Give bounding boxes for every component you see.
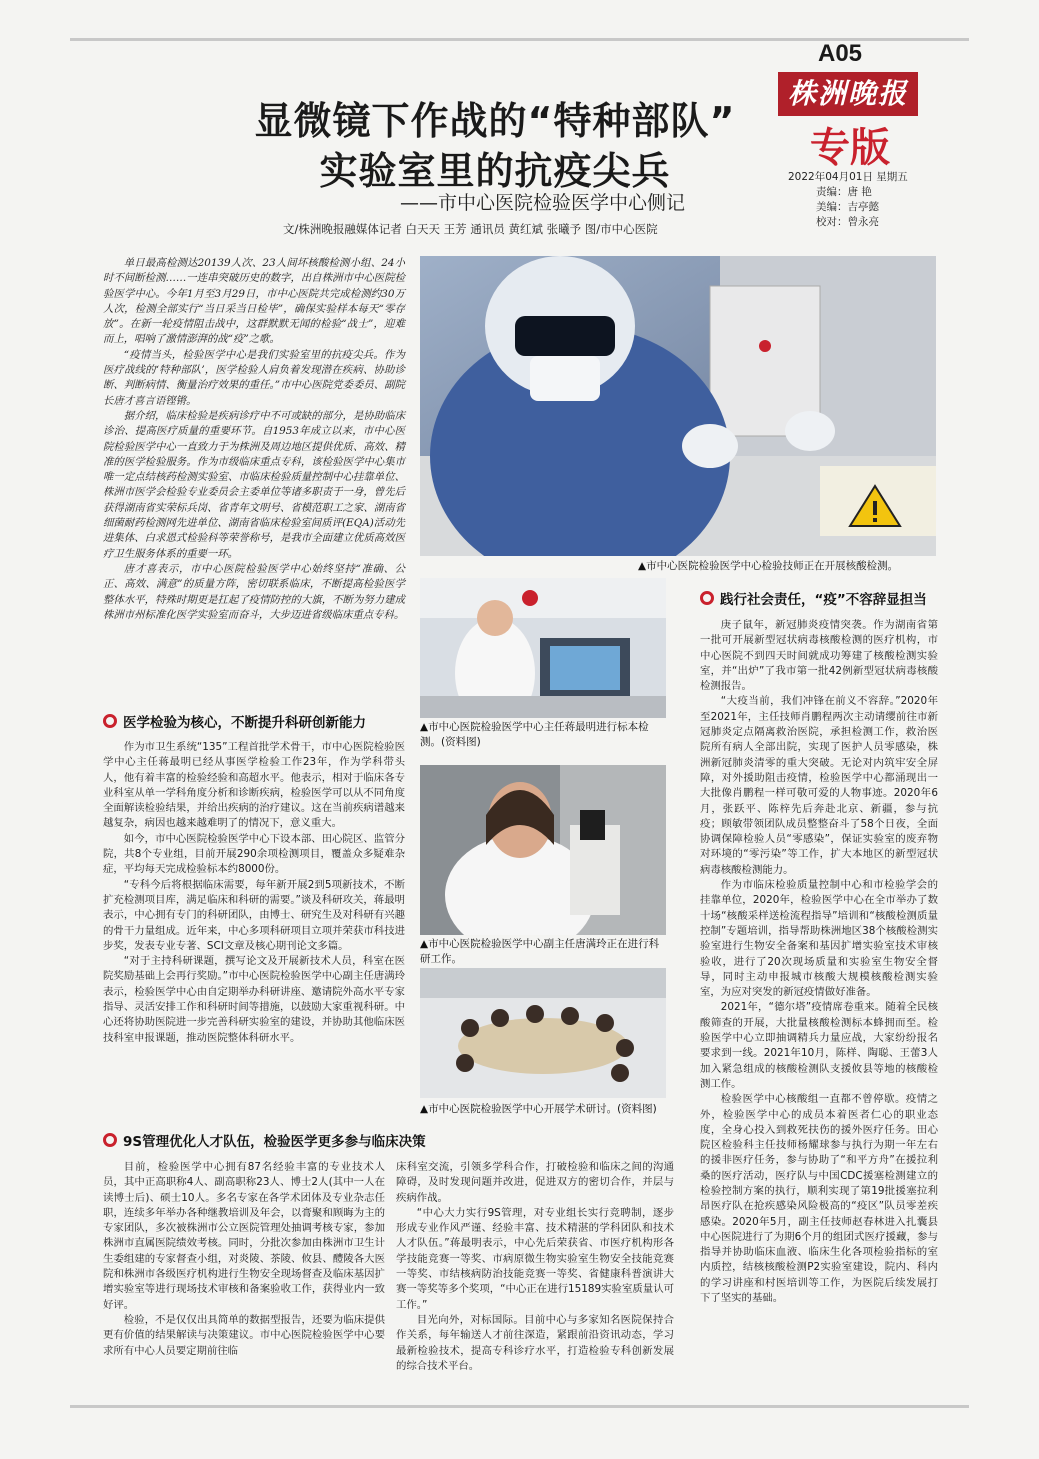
section-1-paragraph: “专科今后将根据临床需要，每年新开展2到5项新技术，不断扩充检测项目库，满足临床和科研的需要。”谈及科研攻关，蒋最明表示，中心拥有专门的科研团队，由博士、研究生及对科研有兴趣的骨干力量组成。近年来，中心多项科研项目立项并荣获市科技进步奖，发表专业专著、SCI文章及核心期刊论文多篇。	[103, 878, 405, 952]
bullet-circle-icon	[103, 714, 117, 728]
section-1-text	[103, 740, 405, 1046]
headline-line-2: 实验室里的抗疫尖兵	[319, 149, 671, 193]
bullet-circle-icon	[700, 591, 714, 605]
lab-scene-illustration	[420, 256, 936, 556]
intro-paragraph: 据介绍，临床检验是疾病诊疗中不可或缺的部分，是协助临床诊治、提高医疗质量的重要环节。自1953年成立以来，市中心医院检验医学中心一直致力于为株洲及周边地区提供优质、高效、精准的医学检验服务。作为市级临床重点专科，该检验医学中心集市唯一定点结核药检测实验室、市临床检验质量控制中心挂靠单位、株洲市医学会检验专业委员会主委单位等诸多职责于一身，曾先后获得湖南省实荣标兵岗、省青年文明号、省模范职工之家、湖南省细菌耐药检测网先进单位、湖南省临床检验室间质评(EQA)活动先进集体、白求恩式检验科等荣誉称号，是我市全面建立优质高效医疗卫生服务体系的重要一环。	[103, 409, 405, 560]
section-2-paragraph: “大疫当前，我们冲锋在前义不容辞。”2020年至2021年，主任技师肖鹏程两次主动请缨前往市新冠肺炎定点隔离救治医院，承担检测工作，救治医院所有病人全部出院，实现了医护人员零感染，株洲新冠肺炎清零的重大突破。无论对内筑牢安全屏障，对外援助阻击疫情，检验医学中心都涌现出一大批像肖鹏程一样可敬可爱的人物事迹。2020年6月，张跃平、陈梓先后奔赴北京、新疆，参与抗疫；顾敏带领团队成员整整奋斗了58个日夜，全面协调保障检验人员“零感染”，保证实验室的废弃物对环境的“零污染”等工作，扩大本地区的新型冠状病毒核酸检测能力。	[700, 695, 938, 876]
section-2-paragraph: 检验医学中心核酸组一直都不曾停歇。疫情之外，检验医学中心的成员本着医者仁心的职业态度，全身心投入到救死扶伤的援外医疗任务。田心院区检验科主任技师杨耀球参与执行为期一年左右的援非医疗任务，参与协助了“和平方舟”在援拉利桑的医疗活动，医疗队与中国CDC援塞检测建立的检验控制方案的执行，顺利实现了第19批援塞拉利昂医疗队在抢疾感染风险极高的“疫区”队员零差疾感染。2020年5月，副主任技师赵春林进入扎囊县中心医院进行了为期6个月的组团式医疗援藏，参与指导并协助临床血液、临床生化各项检验指标的室内质控，结核核酸检测P2实验室建设，院内、科内的学习讲座和村医培训等工作，为医院后续发展打下了坚实的基础。	[700, 1093, 938, 1305]
editor-credit: 责编：唐 艳	[816, 186, 872, 198]
paper-logo: 株洲晚报	[778, 72, 918, 116]
subheadline: ——市中心医院检验医学中心侧记	[400, 192, 686, 214]
designer-credit: 美编：吉亭懿	[816, 201, 879, 213]
caption-photo-4: ▲市中心医院检验医学中心开展学术研讨。(资料图)	[420, 1103, 657, 1115]
caption-photo-2: ▲市中心医院检验医学中心主任蒋最明进行标本检测。(资料图)	[420, 721, 649, 748]
microscope-illustration	[420, 765, 666, 935]
seminar-illustration	[420, 968, 666, 1098]
caption-photo-3: ▲市中心医院检验医学中心副主任唐满玲正在进行科研工作。	[420, 938, 660, 965]
edition-meta	[788, 170, 908, 230]
section-3-paragraph: 床科室交流，引领多学科合作，打破检验和临床之间的沟通障碍，及时发现问题并改进，促进双方的密切合作，并层与疾病作战。	[396, 1161, 674, 1204]
section-heading-text: 医学检验为核心，不断提升科研创新能力	[123, 715, 366, 731]
headline-line-1: 显微镜下作战的“特种部队”	[254, 99, 736, 143]
intro-paragraph: 唐才喜表示，市中心医院检验医学中心始终坚持“准确、公正、高效、满意”的质量方阵，密切联系临床，不断提高检验医学整体水平，特殊时期更是扛起了疫情防控的大旗，不断为努力建成株洲市州标准化医学实验室而奋斗，大步迈进省级临床重点专科。	[103, 562, 405, 621]
intro-paragraph: 单日最高检测达20139人次、23人间坏核酸检测小组、24小时不间断检测……一连串突破历史的数字，出自株洲市中心医院检验医学中心。今年1月至3月29日，市中心医院共完成检测约30万人次，检测全部实行“当日采当日检毕”，确保实验样本每天“零存放”。在新一轮疫情阻击战中，这群默默无闻的检验“战士”，迎难而上，唱响了激情澎湃的战“疫”之歌。	[103, 257, 405, 346]
section-2-paragraph: 庚子鼠年，新冠肺炎疫情突袭。作为湖南省第一批可开展新型冠状病毒核酸检测的医疗机构，市中心医院不到四天时间就成功筹建了核酸检测实验室，并“出炉”了我市第一批42例新型冠状病毒核酸检测报告。	[700, 619, 938, 693]
section-3-text-right	[396, 1160, 674, 1374]
section-1-paragraph: 如今，市中心医院检验医学中心下设本部、田心院区、监管分院，共8个专业组，目前开展290余项检测项目，覆盖众多疑难杂症，平均每天完成检验标本约8000份。	[103, 832, 405, 876]
byline: 文/株洲晚报融媒体记者 白天天 王芳 通讯员 黄红斌 张曦予 图/市中心医院	[283, 222, 658, 236]
section-2-text	[700, 618, 938, 1306]
section-1-paragraph: 作为市卫生系统“135”工程首批学术骨干，市中心医院检验医学中心主任蒋最明已经从事医学检验工作23年，作为学科带头人，他有着丰富的检验经验和高超水平。他表示，相对于临床各专业科室从单一学科角度分析和诊断疾病，检验医学可以从不同角度全面解读检验结果，并给出疾病的治疗建议。这在当前疾病谱越来越复杂，病因也越来越难明了的情况下，意义重大。	[103, 741, 405, 830]
intro-paragraph: “疫情当头，检验医学中心是我们实验室里的抗疫尖兵。作为医疗战线的‘特种部队’，医学检验人肩负着发现潜在疾病、协助诊断、判断病情、衡量治疗效果的重任。”市中心医院党委委员、副院长唐才喜言语铿锵。	[103, 348, 405, 407]
section-3-paragraph: 检验，不是仅仅出具简单的数据型报告，还要为临床提供更有价值的结果解读与决策建议。市中心医院检验医学中心要求所有中心人员要定期前往临	[103, 1313, 385, 1357]
section-3-paragraph: “中心大力实行9S管理，对专业组长实行竞聘制，逐步形成专业作风严谨、经验丰富、技术精湛的学科团队和技术人才队伍。”蒋最明表示，中心先后荣获省、市医疗机构形各学技能竞赛一等奖、市病原微生物实验室生物安全技能竞赛一等奖、市结核病防治技能竞赛一等奖、省健康科普演讲大赛一等奖等多个奖项，“中心正在进行15189实验室质量认可工作。”	[396, 1206, 674, 1311]
section-heading-research	[103, 711, 366, 731]
photo-nucleic-acid-testing	[420, 256, 936, 556]
section-heading-responsibility	[700, 588, 927, 608]
section-2-paragraph: 作为市临床检验质量控制中心和市检验学会的挂靠单位，2020年，检验医学中心在全市举办了数十场“核酸采样送检流程指导”培训和“核酸检测质量控制”专题培训，指导帮助株洲地区38个核酸检测实验室进行生物安全备案和基因扩增实验室技术审核验收，进行了20次现场质量和实验室生物安全督导，同时主动申报城市核酸大规模核酸检测实验室，为应对突发的新冠疫情做好准备。	[700, 879, 938, 999]
section-3-paragraph: 目前，检验医学中心拥有87名经验丰富的专业技术人员，其中正高职称4人、副高职称23人、博士2人(其中一人在读博士后)、硕士10人。多名专家在各学术团体及专业杂志任职，连续多年举办各种继教培训及年会，以膏聚和顾晦为主的专家团队，多次被株洲市公立医院管理处抽调考核专家，参加株洲市直属医院绩效考核。同时，分批次参加由株洲市卫生计生委组建的专家督查小组，对炎陵、茶陵、攸县、醴陵各大医院和株洲市各级医疗机构进行生物安全现场督查及临床基因扩增实验室等进行现场技术审核和备案验收工作，获得业内一致好评。	[103, 1161, 385, 1311]
bottom-rule	[70, 1405, 969, 1408]
section-name: 专版	[810, 124, 890, 171]
section-1-paragraph: “对于主持科研课题，撰写论文及开展新技术人员，科室在医院奖励基础上会再行奖励。”市中心医院检验医学中心副主任唐满玲表示，检验医学中心由自定期举办科研讲座、邀请院外高水平专家指导、灵活安排工作和科研时间等措施，以鼓励大家重视科研。中心还将协助医院进一步完善科研实验室的建设，并协助其他临床医技科室申报课题，推动医院整体科研水平。	[103, 955, 405, 1044]
section-heading-text: 践行社会责任，“疫”不容辞显担当	[720, 592, 927, 608]
director-lab-illustration	[420, 578, 666, 718]
caption-photo-1: ▲市中心医院检验医学中心检验技师正在开展核酸检测。	[638, 560, 899, 572]
bullet-circle-icon	[103, 1133, 117, 1147]
page-number: A05	[818, 40, 863, 67]
proofreader-credit: 校对：曾永亮	[816, 216, 879, 228]
section-heading-talent	[103, 1130, 426, 1150]
intro-text	[103, 256, 405, 623]
section-3-paragraph: 目光向外，对标国际。目前中心与多家知名医院保持合作关系，每年输送人才前往深造，紧跟前沿资讯动态，学习最新检验技术，提高专科诊疗水平，打造检验专科创新发展的综合技术平台。	[396, 1313, 674, 1372]
section-2-paragraph: 2021年，“德尔塔”疫情席卷重来。随着全民核酸筛查的开展，大批量核酸检测标本蜂拥而至。检验医学中心立即抽调精兵力量应战，大家纷纷报名要求到一线。2021年10月，陈样、陶聪、王蕾3人加入紧急组成的核酸检测队支援攸县等地的核酸检测工作。	[700, 1001, 938, 1090]
photo-director-testing	[420, 578, 666, 718]
edition-date: 2022年04月01日 星期五	[788, 171, 908, 183]
photo-academic-seminar	[420, 968, 666, 1098]
section-3-text-left	[103, 1160, 385, 1359]
section-heading-text: 9S管理优化人才队伍，检验医学更多参与临床决策	[123, 1134, 426, 1150]
photo-deputy-research	[420, 765, 666, 935]
